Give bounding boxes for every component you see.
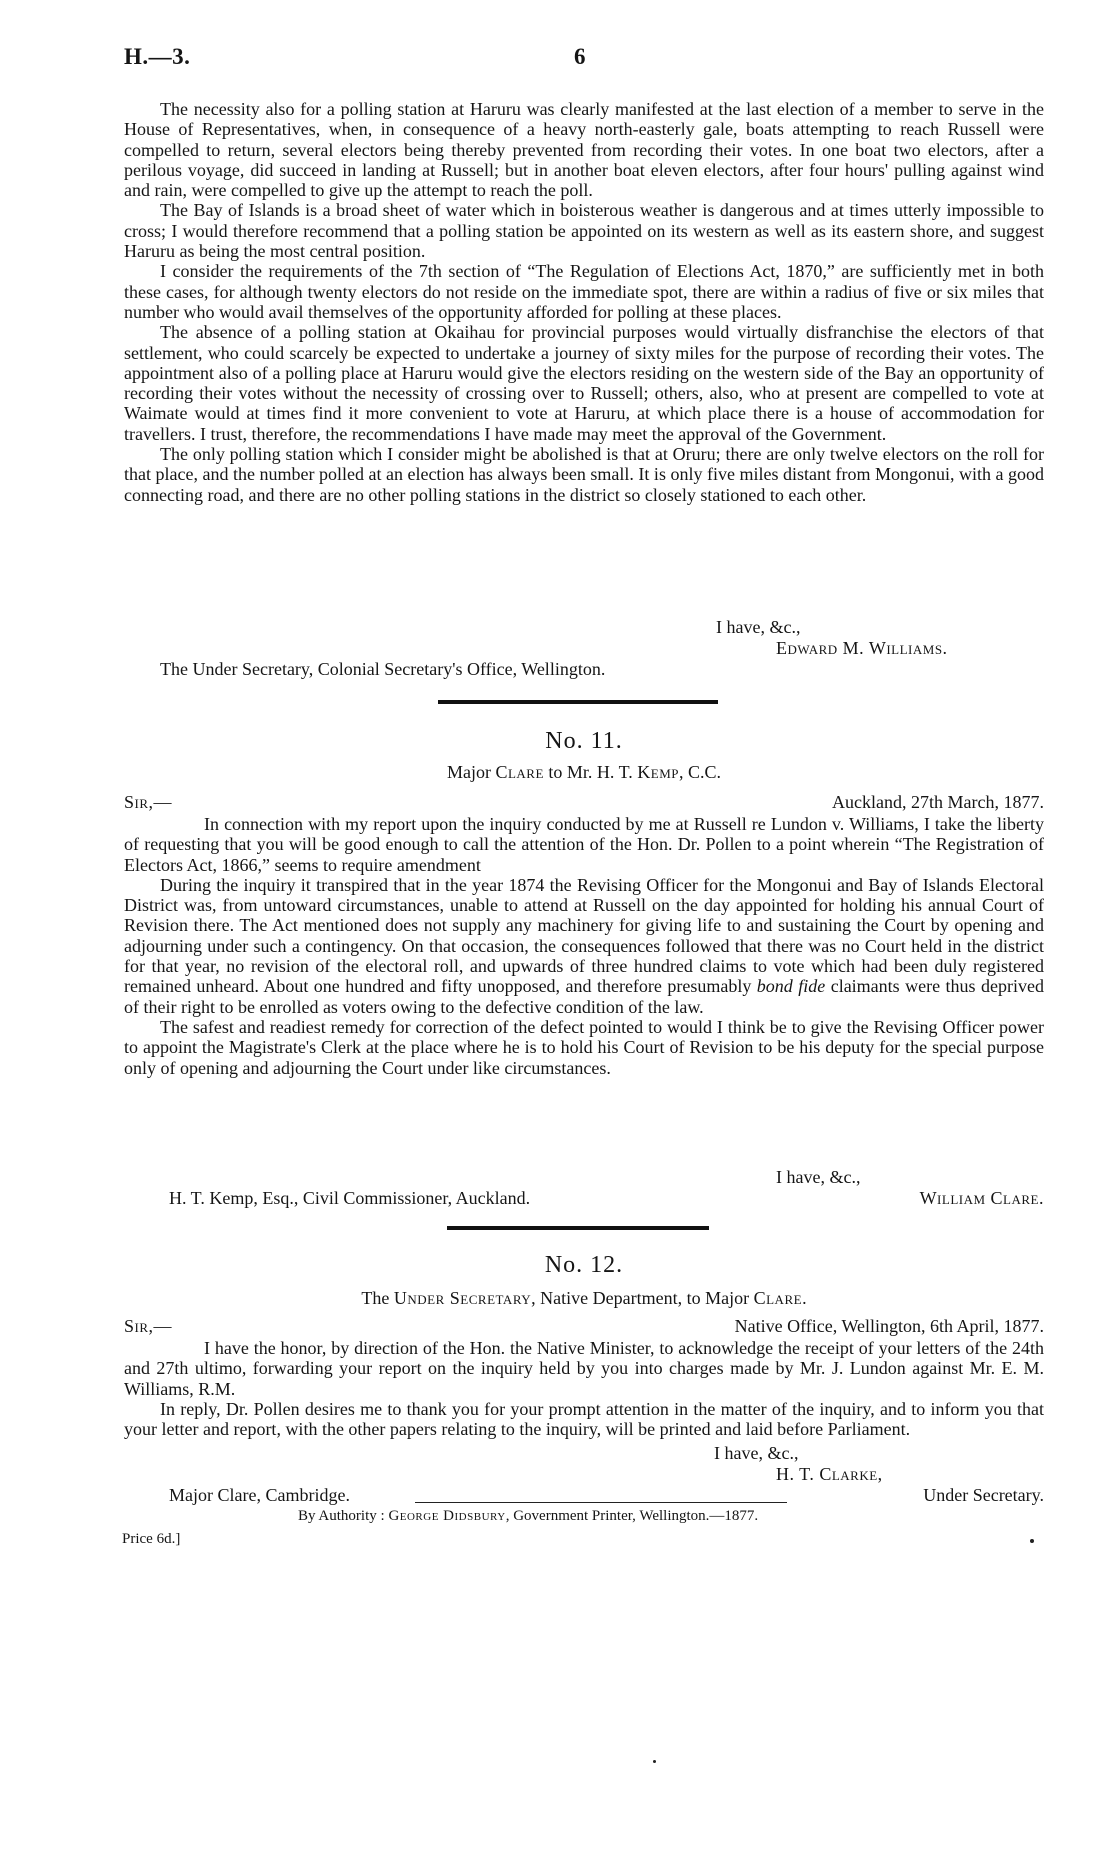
paragraph: I have the honor, by direction of the Hon. the Native Minister, to acknowledge the receipt of your letters of the 24th and 27th ultimo, forwarding your report on the inquiry held by you into charges made by Mr. J. Lundon against Mr. E. M. Williams, R.M. [124, 1338, 1044, 1399]
page-number: 6 [574, 44, 586, 69]
place-date: Auckland, 27th March, 1877. [832, 792, 1044, 812]
printer-name: George Didsbury [388, 1508, 506, 1524]
paragraph-text: During the inquiry it transpired that in the year 1874 the Revising Officer for the Mongonui and Bay of Islands Electoral District was, from untoward circumstances, unable to attend at Russell on the day appointed for holding his annual Court of Revision there. The Act mentioned does not supply any machinery for giving life to and sustaining the Court by opening and adjourning under such a contingency. On that occasion, the consequences followed that there was no Court held in the district for that year, no revision of the electoral roll, and upwards of three hundred claims to vote which had been duly registered remained unheard. About one hundred and fifty unopposed, and therefore presumably [124, 874, 1044, 997]
letter-heading [124, 762, 1044, 783]
letter-heading [124, 1288, 1044, 1309]
letter-number: No. 11. [545, 728, 623, 754]
letter-11-signoff [124, 1167, 1044, 1209]
letter-12-signoff [124, 1443, 1044, 1506]
imprint-line [298, 1508, 758, 1525]
signatory-title: Under Secretary. [923, 1485, 1044, 1505]
paragraph: The absence of a polling station at Okaihau for provincial purposes would virtually disfranchise the electors of that settlement, who could scarcely be expected to undertake a journey of sixty miles for the purpose of recording their votes. The appointment also of a polling place at Haruru would give the electors residing on the western side of the Bay an opportunity of recording their votes without the necessity of crossing over to Russell; others, also, who at present are compelled to vote at Waimate would at times find it more convenient to vote at Haruru, at which place there is a house of accommodation for travellers. I trust, therefore, the recommendations I have made may meet the approval of the Government. [124, 322, 1044, 444]
salutation: Sir,— [124, 1316, 173, 1336]
paragraph-text: claimants were thus deprived of their right to be enrolled as voters owing to the defective condition of the law. [124, 976, 1044, 1017]
italic-phrase: bond fide [756, 976, 826, 997]
heading-text: . [802, 1288, 807, 1308]
signature: H. T. Clarke, [776, 1464, 883, 1484]
document-reference: H.—3. [124, 44, 191, 69]
closing: I have, &c., [776, 1167, 861, 1187]
imprint-text: , Government Printer, Wellington.—1877. [505, 1508, 759, 1524]
letter-number: No. 12. [544, 1252, 624, 1278]
footer-rule [415, 1502, 787, 1503]
closing: I have, &c., [714, 1443, 799, 1463]
running-head [124, 44, 990, 78]
letter-10-body [124, 99, 1044, 505]
imprint-label: By Authority : [298, 1508, 385, 1524]
section-divider [447, 1226, 709, 1230]
sender-name: Under Secretary [393, 1288, 532, 1308]
letter-10-signoff [124, 617, 1044, 680]
paragraph: I consider the requirements of the 7th section of “The Regulation of Elections Act, 1870,” are sufficiently met in both these cases, for although twenty electors do not reside on the immediate spot, there are within a radius of five or six miles that number who would avail themselves of the opportunity afforded for polling at these places. [124, 261, 1044, 322]
recipient-name: Kemp [637, 762, 679, 782]
addressee: H. T. Kemp, Esq., Civil Commissioner, Auckland. [169, 1188, 531, 1208]
paragraph [124, 875, 1044, 1017]
paragraph: The safest and readiest remedy for correction of the defect pointed to would I think be to give the Revising Officer power to appoint the Magistrate's Clerk at the place where he is to hold his Court of Revision to be his deputy for the special purpose only of opening and adjourning the Court under like circumstances. [124, 1016, 1044, 1078]
heading-text: The [361, 1288, 394, 1308]
paragraph: In connection with my report upon the inquiry conducted by me at Russell re Lundon v. Williams, I take the liberty of requesting that you will be good enough to call the attention of the Hon. Dr. Pollen to a point wherein “The Registration of Electors Act, 1866,” seems to require amendment [124, 814, 1044, 875]
section-divider [438, 700, 718, 704]
paragraph: The necessity also for a polling station at Haruru was clearly manifested at the last election of a member to serve in the House of Representatives, when, in consequence of a heavy north-easterly gale, boats attempting to reach Russell were compelled to return, several electors being thereby prevented from recording their votes. In one boat two electors, after a perilous voyage, did succeed in landing at Russell; but in another boat eleven electors, after four hours' pulling against wind and rain, were compelled to give up the attempt to reach the poll. [124, 99, 1044, 201]
addressee: The Under Secretary, Colonial Secretary's Office, Wellington. [160, 659, 606, 679]
recipient-name: Clare [753, 1288, 803, 1308]
addressee: Major Clare, Cambridge. [169, 1485, 350, 1505]
letter-12-salutation-row [124, 1316, 1044, 1337]
letter-11-salutation-row [124, 792, 1044, 813]
paragraph: The Bay of Islands is a broad sheet of water which in boisterous weather is dangerous and at times utterly impossible to cross; I would therefore recommend that a polling station be appointed on its western as well as its eastern shore, and suggest Haruru as being the most central position. [124, 200, 1044, 262]
place-date: Native Office, Wellington, 6th April, 1877. [734, 1316, 1044, 1336]
heading-text: to Mr. H. T. [543, 762, 638, 782]
sender-name: Clare [495, 762, 544, 782]
heading-text: Major [446, 762, 496, 782]
signature: Edward M. Williams. [776, 638, 948, 658]
heading-text: , C.C. [679, 762, 722, 782]
letter-12-body [124, 1338, 1044, 1439]
printer-mark [653, 1760, 656, 1763]
price-note: Price 6d.] [122, 1531, 181, 1547]
signature: William Clare. [919, 1188, 1044, 1208]
salutation: Sir,— [124, 792, 173, 812]
paragraph: The only polling station which I consider might be abolished is that at Oruru; there are only twelve electors on the roll for that place, and the number polled at an election has always been small. It is only five miles distant from Mongonui, with a good connecting road, and there are no other polling stations in the district so closely stationed to each other. [124, 444, 1044, 505]
heading-text: , Native Department, to Major [531, 1288, 754, 1308]
closing: I have, &c., [716, 617, 801, 637]
printer-mark [1030, 1539, 1034, 1543]
paragraph: In reply, Dr. Pollen desires me to thank you for your prompt attention in the matter of the inquiry, and to inform you that your letter and report, with the other papers relating to the inquiry, will be printed and laid before Parliament. [124, 1398, 1044, 1440]
letter-11-body [124, 814, 1044, 1078]
